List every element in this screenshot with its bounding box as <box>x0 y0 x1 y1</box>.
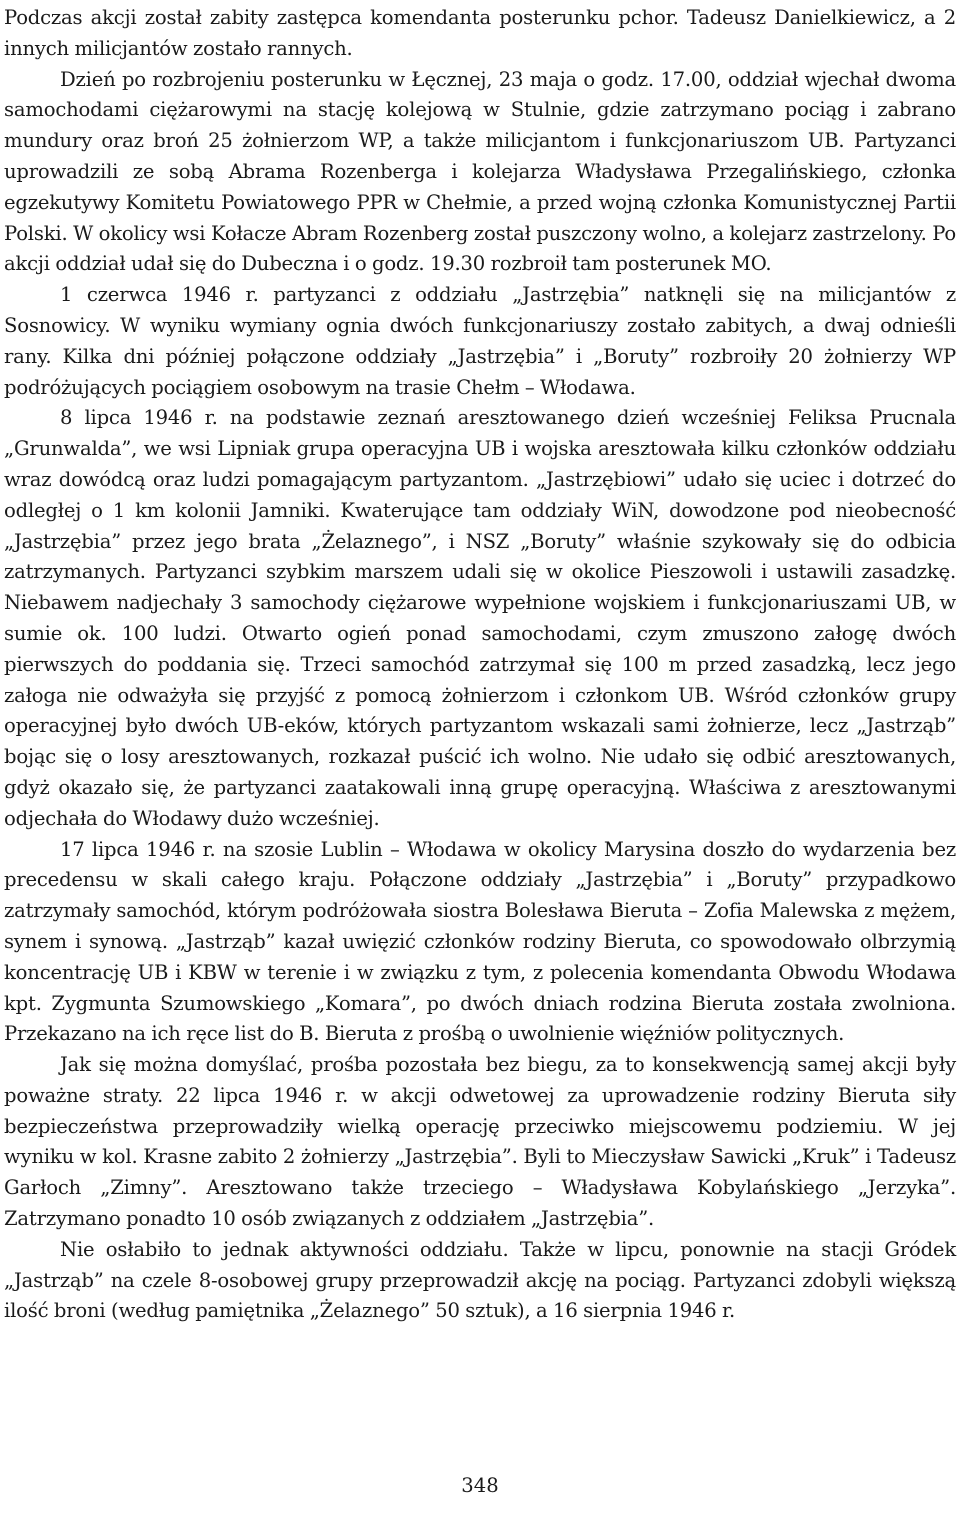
paragraph-7: Nie osłabiło to jednak aktywności oddziału. Także w lipcu, ponownie na stacji Gródek „Jastrząb” na czele 8-osobowej grupy przeprowadził akcję na pociąg. Partyzanci zdobyli większą ilość broni (według pamiętnika „Żelaznego” 50 sztuk), a 16 sierpnia 1946 r. <box>4 1237 956 1323</box>
paragraph-3: 1 czerwca 1946 r. partyzanci z oddziału „Jastrzębia” natknęli się na milicjantów z Sosnowicy. W wyniku wymiany ognia dwóch funkcjonariuszy zostało zabitych, a dwaj odnieśli rany. Kilka dni później połączone oddziały „Jastrzębia” i „Boruty” rozbroiły 20 żołnierzy WP podróżujących pociągiem osobowym na trasie Chełm – Włodawa. <box>4 283 956 399</box>
paragraph-5: 17 lipca 1946 r. na szosie Lublin – Włodawa w okolicy Marysina doszło do wydarzenia bez precedensu w skali całego kraju. Połączone oddziały „Jastrzębia” i „Boruty” przypadkowo zatrzymały samochód, którym podróżowała siostra Bolesława Bieruta – Zofia Malewska z mężem, synem i synową. „Jastrząb” kazał uwięzić członków rodziny Bieruta, co spowodowało olbrzymią koncentrację UB i KBW w terenie i w związku z tym, z polecenia komendanta Obwodu Włodawa kpt. Zygmunta Szumowskiego „Komara”, po dwóch dniach rodzina Bieruta została zwolniona. Przekazano na ich ręce list do B. Bieruta z prośbą o uwolnienie więźniów politycznych. <box>4 837 956 1046</box>
paragraph-1: Podczas akcji został zabity zastępca komendanta posterunku pchor. Tadeusz Danielkiewicz, a 2 innych milicjantów zostało rannych. <box>4 6 956 60</box>
paragraph-2: Dzień po rozbrojeniu posterunku w Łęcznej, 23 maja o godz. 17.00, oddział wjechał dwoma samochodami ciężarowymi na stację kolejową w Stulnie, gdzie zatrzymano pociąg i zabrano mundury oraz broń 25 żołnierzom WP, a także milicjantom i funkcjonariuszom UB. Partyzanci uprowadzili ze sobą Abrama Rozenberga i kolejarza Władysława Przegalińskiego, członka egzekutywy Komitetu Powiatowego PPR w Chełmie, a przed wojną członka Komunistycznej Partii Polski. W okolicy wsi Kołacze Abram Rozenberg został puszczony wolno, a kolejarz zastrzelony. Po akcji oddział udał się do Dubeczna i o godz. 19.30 rozbroił tam posterunek MO. <box>4 67 956 276</box>
body-text <box>4 3 956 1327</box>
paragraph-6: Jak się można domyślać, prośba pozostała bez biegu, za to konsekwencją samej akcji były poważne straty. 22 lipca 1946 r. w akcji odwetowej za uprowadzenie rodziny Bieruta siły bezpieczeństwa przeprowadziły wielką operację przeciwko miejscowemu podziemiu. W jej wyniku w kol. Krasne zabito 2 żołnierzy „Jastrzębia”. Byli to Mieczysław Sawicki „Kruk” i Tadeusz Garłoch „Zimny”. Aresztowano także trzeciego – Władysława Kobylańskiego „Jerzyka”. Zatrzymano ponadto 10 osób związanych z oddziałem „Jastrzębia”. <box>4 1053 956 1231</box>
paragraph-4: 8 lipca 1946 r. na podstawie zeznań aresztowanego dzień wcześniej Feliksa Prucnala „Grunwalda”, we wsi Lipniak grupa operacyjna UB i wojska aresztowała kilku członków oddziału wraz dowódcą oraz ludzi pomagającym partyzantom. „Jastrzębiowi” udało się uciec i dotrzeć do odległej o 1 km kolonii Jamniki. Kwaterujące tam oddziały WiN, dowodzone pod nieobecność „Jastrzębia” przez jego brata „Żelaznego”, i NSZ „Boruty” właśnie szykowały się do odbicia zatrzymanych. Partyzanci szybkim marszem udali się w okolice Pieszowoli i ustawili zasadzkę. Niebawem nadjechały 3 samochody ciężarowe wypełnione wojskiem i funkcjonariuszami UB, w sumie ok. 100 ludzi. Otwarto ogień ponad samochodami, czym zmuszono załogę dwóch pierwszych do poddania się. Trzeci samochód zatrzymał się 100 m przed zasadzką, lecz jego załoga nie odważyła się przyjść z pomocą żołnierzom i członkom UB. Wśród członków grupy operacyjnej było dwóch UB-eków, których partyzantom wskazali sami żołnierze, lecz „Jastrząb” bojąc się o losy aresztowanych, rozkazał puścić ich wolno. Nie udało się odbić aresztowanych, gdyż okazało się, że partyzanci zaatakowali inną grupę operacyjną. Właściwa z aresztowanymi odjechała do Włodawy dużo wcześniej. <box>4 406 956 830</box>
page-number: 348 <box>461 1474 499 1497</box>
